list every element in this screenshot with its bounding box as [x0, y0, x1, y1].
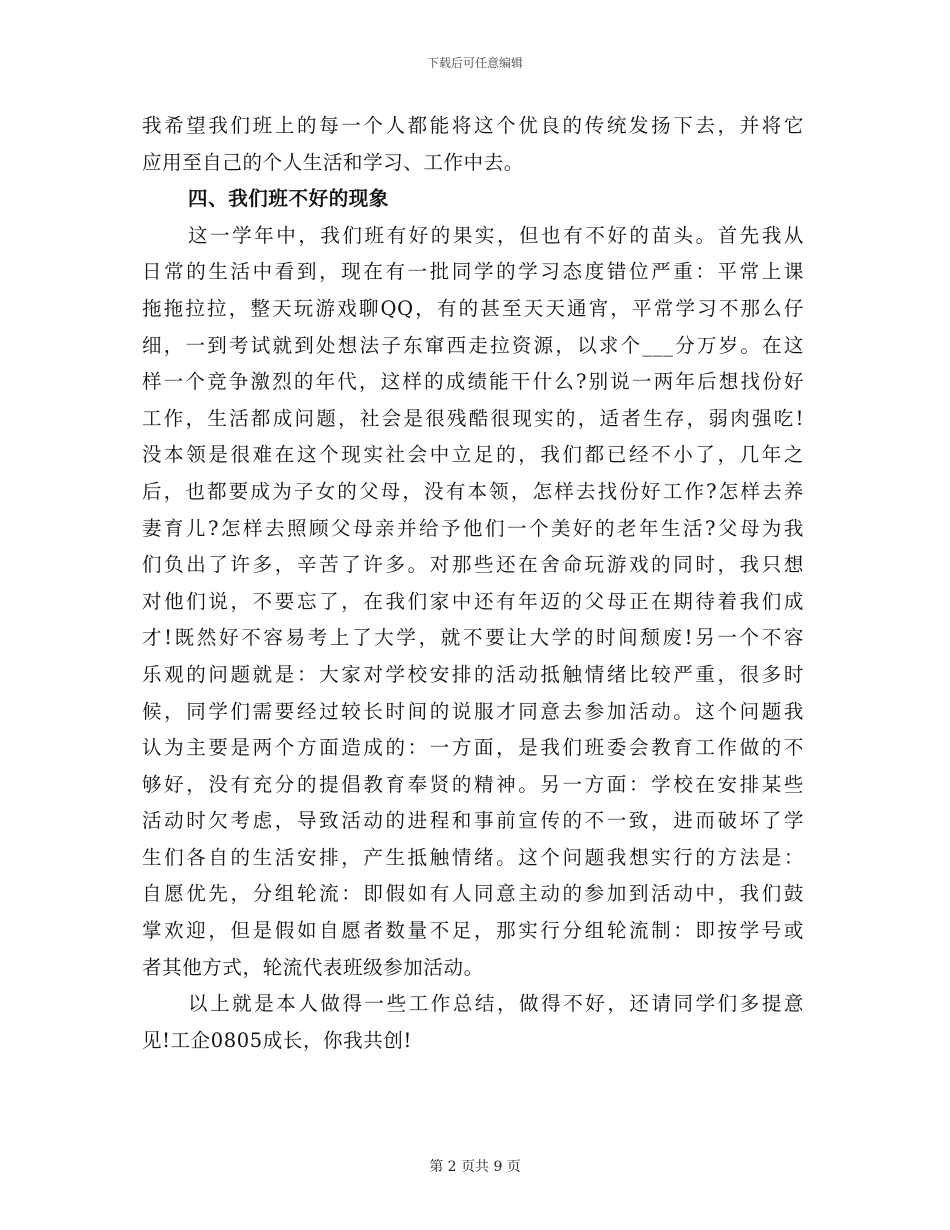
paragraph-line: 活动时欠考虑，导致活动的进程和事前宣传的不一致，进而破坏了学 — [142, 809, 804, 833]
paragraph-line: 够好，没有充分的提倡教育奉贤的精神。另一方面：学校在安排某些 — [142, 772, 804, 796]
paragraph-line: 我希望我们班上的每一个人都能将这个优良的传统发扬下去，并将它 — [142, 114, 804, 137]
paragraph-line: 工作，生活都成问题，社会是很残酷很现实的，适者生存，弱肉强吃! — [142, 406, 804, 430]
paragraph-line: 候，同学们需要经过较长时间的说服才同意去参加活动。这个问题我 — [142, 699, 804, 723]
paragraph-line: 以上就是本人做得一些工作总结，做得不好，还请同学们多提意 — [188, 992, 804, 1016]
paragraph-line: 日常的生活中看到，现在有一批同学的学习态度错位严重：平常上课 — [142, 260, 804, 284]
paragraph-line: 细，一到考试就到处想法子东窜西走拉资源，以求个___分万岁。在这 — [142, 333, 804, 357]
paragraph-line: 才!既然好不容易考上了大学，就不要让大学的时间颓废!另一个不容 — [142, 626, 804, 650]
paragraph-line: 样一个竞争激烈的年代，这样的成绩能干什么?别说一两年后想找份好 — [142, 370, 804, 394]
paragraph-line: 见!工企0805成长，你我共创! — [142, 1028, 412, 1052]
paragraph-line: 生们各自的生活安排，产生抵触情绪。这个问题我想实行的方法是： — [142, 845, 804, 869]
paragraph-line: 应用至自己的个人生活和学习、工作中去。 — [142, 150, 524, 174]
paragraph-line: 没本领是很难在这个现实社会中立足的，我们都已经不小了，几年之 — [142, 443, 804, 467]
paragraph-line: 后，也都要成为子女的父母，没有本领，怎样去找份好工作?怎样去养 — [142, 479, 804, 503]
paragraph-line: 掌欢迎，但是假如自愿者数量不足，那实行分组轮流制：即按学号或 — [142, 919, 804, 943]
paragraph-line: 乐观的问题就是：大家对学校安排的活动抵触情绪比较严重，很多时 — [142, 662, 804, 686]
section-heading: 四、我们班不好的现象 — [188, 187, 390, 211]
paragraph-line: 这一学年中，我们班有好的果实，但也有不好的苗头。首先我从 — [188, 223, 804, 247]
paragraph-line: 们负出了许多，辛苦了许多。对那些还在舍命玩游戏的同时，我只想 — [142, 553, 804, 577]
paragraph-line: 对他们说，不要忘了，在我们家中还有年迈的父母正在期待着我们成 — [142, 589, 804, 613]
page-header: 下载后可任意编辑 — [426, 56, 523, 70]
paragraph-line: 自愿优先，分组轮流：即假如有人同意主动的参加到活动中，我们鼓 — [142, 882, 804, 906]
paragraph-line: 认为主要是两个方面造成的：一方面，是我们班委会教育工作做的不 — [142, 736, 804, 760]
document-body — [142, 108, 804, 1059]
paragraph-line: 妻育儿?怎样去照顾父母亲并给予他们一个美好的老年生活?父母为我 — [142, 516, 804, 540]
paragraph-line: 拖拖拉拉，整天玩游戏聊QQ，有的甚至天天通宵，平常学习不那么仔 — [142, 296, 804, 320]
page-number-footer: 第 2 页共 9 页 — [429, 1159, 521, 1175]
paragraph-line: 者其他方式，轮流代表班级参加活动。 — [142, 955, 484, 979]
